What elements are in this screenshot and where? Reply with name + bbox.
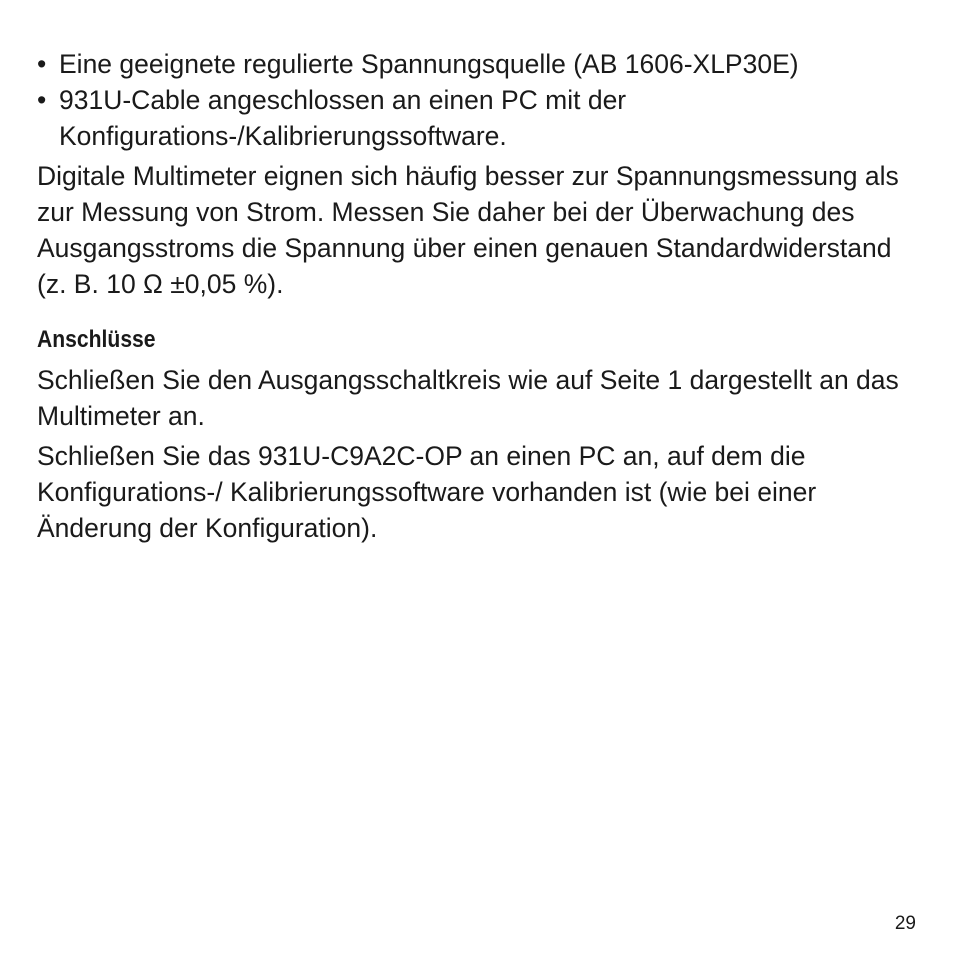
list-item-text: Eine geeignete regulierte Spannungsquelle (AB 1606-XLP30E) [59, 49, 799, 79]
list-item [37, 82, 917, 154]
requirements-list [37, 46, 917, 154]
list-item [37, 46, 917, 82]
page-content [37, 46, 917, 546]
page-number: 29 [894, 913, 916, 934]
section-paragraph-2: Schließen Sie das 931U-C9A2C-OP an einen PC an, auf dem die Konfigurations-/ Kalibrierungssoftware vorhanden ist (wie bei einer Änderung der Konfiguration). [37, 441, 817, 543]
section-paragraph-1: Schließen Sie den Ausgangsschaltkreis wie auf Seite 1 dargestellt an das Multimeter an. [37, 365, 899, 431]
bullet-icon: • [37, 49, 47, 79]
section-heading: Anschlüsse [37, 326, 156, 353]
list-item-text: 931U-Cable angeschlossen an einen PC mit der Konfigurations-/Kalibrierungssoftware. [59, 85, 627, 151]
bullet-icon: • [37, 85, 47, 115]
intro-paragraph: Digitale Multimeter eignen sich häufig besser zur Spannungsmessung als zur Messung von Strom. Messen Sie daher bei der Überwachung des Ausgangsstroms die Spannung über einen genauen Standardwiderstand (z. B. 10 Ω ±0,05 %). [37, 161, 899, 299]
